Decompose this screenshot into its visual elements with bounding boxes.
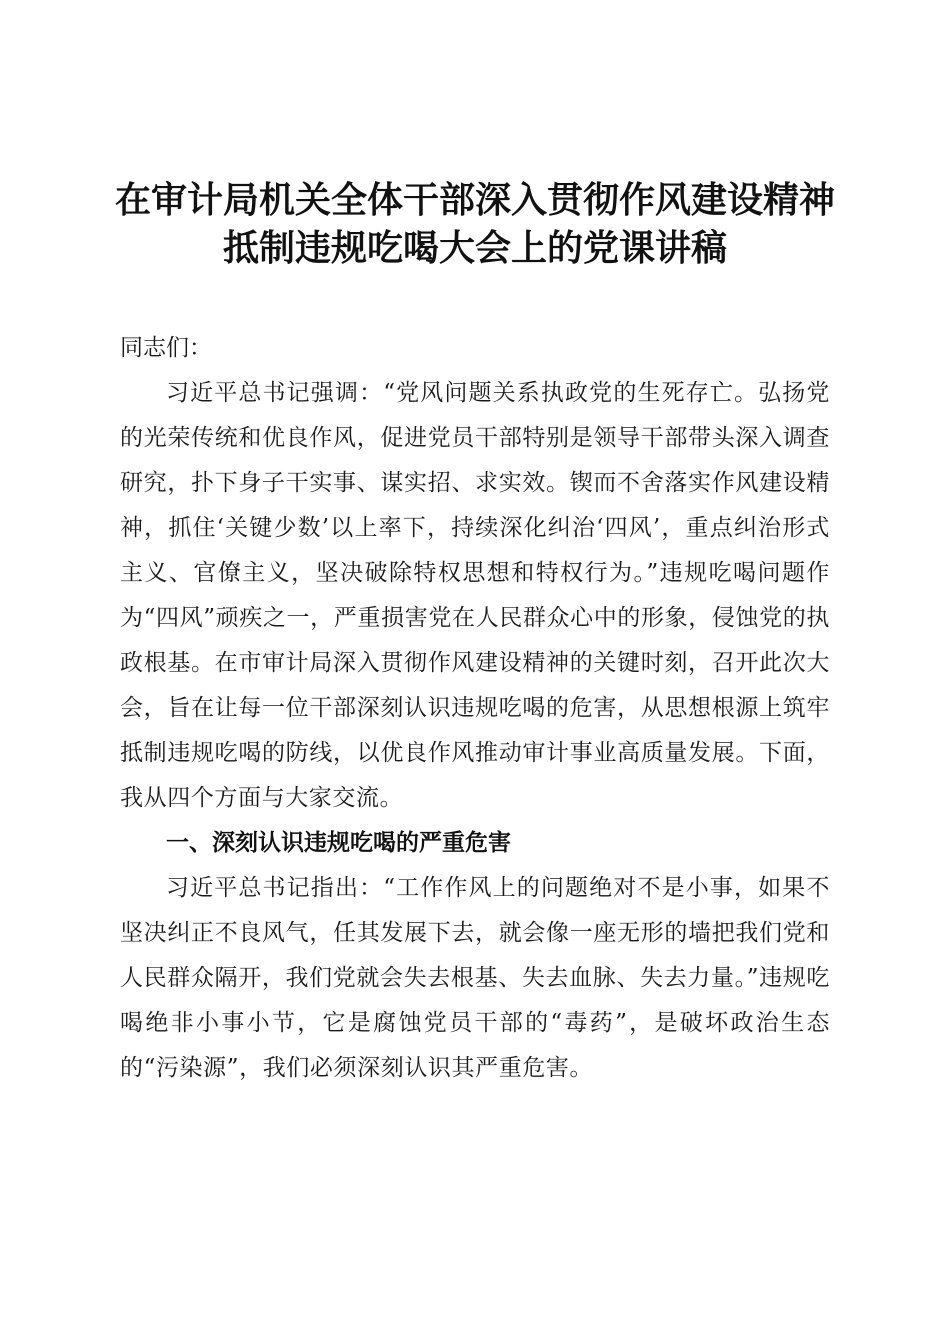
document-title (100, 176, 850, 272)
title-line-2: 抵制违规吃喝大会上的党课讲稿 (222, 227, 727, 269)
salutation: 同志们： (120, 335, 212, 361)
paragraph-intro: 习近平总书记强调：“党风问题关系执政党的生死存亡。弘扬党的光荣传统和优良作风，促进党员干部特别是领导干部带头深入调查研究，扑下身子干实事、谋实招、求实效。锲而不舍落实作风建设精神，抓住‘关键少数’以上率下，持续深化纠治‘四风’，重点纠治形式主义、官僚主义，坚决破除特权思想和特权行为。”违规吃喝问题作为“四风”顽疾之一，严重损害党在人民群众心中的形象，侵蚀党的执政根基。在市审计局深入贯彻作风建设精神的关键时刻，召开此次大会，旨在让每一位干部深刻认识违规吃喝的危害，从思想根源上筑牢抵制违规吃喝的防线，以优良作风推动审计事业高质量发展。下面，我从四个方面与大家交流。 (120, 380, 830, 811)
document-body (120, 326, 830, 1091)
title-line-1: 在审计局机关全体干部深入贯彻作风建设精神 (114, 179, 835, 221)
paragraph-section-1: 习近平总书记指出：“工作作风上的问题绝对不是小事，如果不坚决纠正不良风气，任其发展下去，就会像一座无形的墙把我们党和人民群众隔开，我们党就会失去根基、失去血脉、失去力量。”违规吃喝绝非小事小节，它是腐蚀党员干部的“毒药”，是破坏政治生态的“污染源”，我们必须深刻认识其严重危害。 (120, 875, 830, 1081)
section-heading-1: 一、深刻认识违规吃喝的严重危害 (166, 830, 511, 856)
